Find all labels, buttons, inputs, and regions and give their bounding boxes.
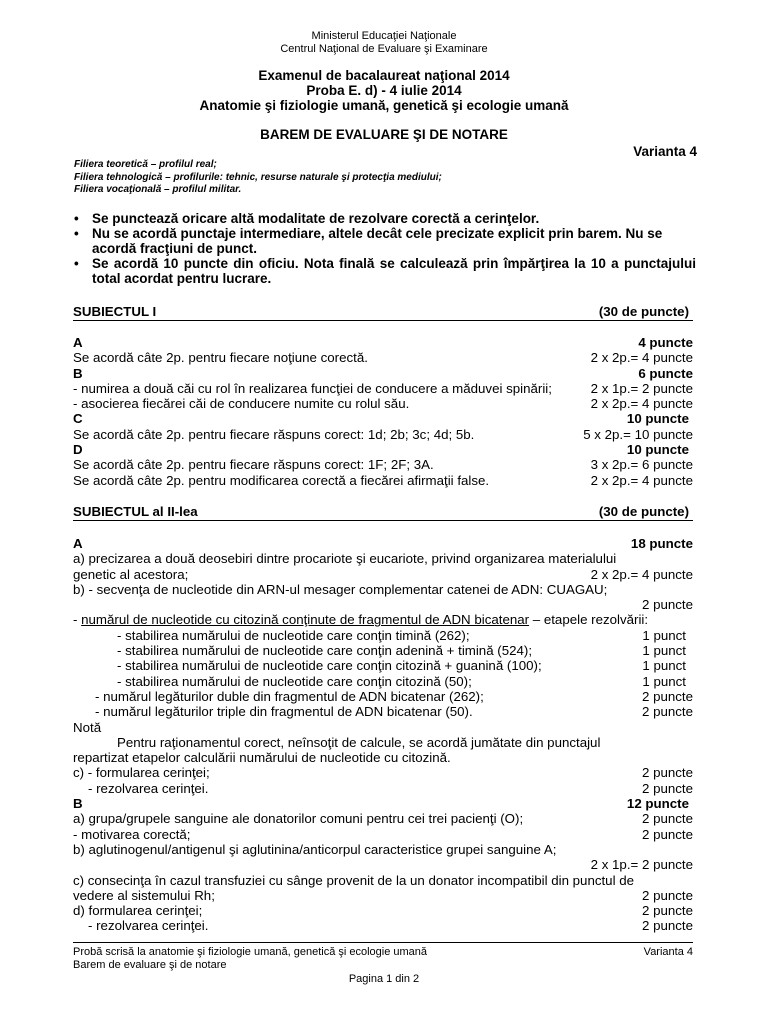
points-value: 2 puncte <box>641 811 693 827</box>
points-value: 4 puncte <box>638 335 693 350</box>
criterion-text: - asocierea fiecărei căi de conducere numite cu rolul său. <box>73 396 410 412</box>
criterion-row <box>73 582 693 597</box>
points-value: 2 x 2p.= 4 puncte <box>590 566 693 582</box>
criterion-row <box>73 643 693 658</box>
criterion-row <box>73 381 693 396</box>
points-value: 2 x 2p.= 4 puncte <box>590 472 693 488</box>
note-text <box>73 735 693 750</box>
criterion-text: - stabilirea numărului de nucleotide care conţin citozină (50); <box>117 673 472 689</box>
section-2-title: SUBIECTUL al II-lea <box>73 504 198 519</box>
filiere-list <box>74 159 442 197</box>
filiera-item: Filiera teoretică – profilul real; <box>74 159 217 170</box>
points-value: 12 puncte <box>626 796 689 812</box>
criterion-text: A <box>73 335 83 350</box>
criterion-row <box>73 811 693 826</box>
criterion-text: d) formularea cerinţei; <box>73 903 203 919</box>
points-value: 2 x 1p.= 2 puncte <box>590 380 693 396</box>
criterion-text: B <box>73 365 83 381</box>
item-B <box>73 366 693 381</box>
criterion-text: b) - secvenţa de nucleotide din ARN-ul mesager complementar catenei de ADN: CUAGAU; <box>73 581 608 597</box>
criterion-text: numărul de nucleotide cu citozină conţinute de fragmentul de ADN bicatenar <box>81 612 530 628</box>
note-text <box>73 750 693 765</box>
filiera-item: Filiera tehnologică – profilurile: tehnic, resurse naturale şi protecţia mediului; <box>74 171 442 183</box>
criterion-text: - numirea a două căi cu rol în realizarea funcţiei de conducere a măduvei spinării; <box>73 380 552 396</box>
criterion-text: - numărul legăturilor duble din fragmentul de ADN bicatenar (262); <box>95 688 484 704</box>
points-value: 5 x 2p.= 10 puncte <box>583 426 693 442</box>
criterion-text: – etapele rezolvării: <box>529 612 649 628</box>
criterion-row <box>73 674 693 689</box>
header <box>0 30 768 56</box>
instruction-item: • Nu se acordă punctaje intermediare, altele decât cele precizate explicit prin barem. Nu se acordă fracţiuni de punct. <box>74 226 663 256</box>
instructions-list <box>74 211 696 286</box>
criterion-row <box>73 827 693 842</box>
item-C <box>73 411 693 426</box>
criterion-row <box>73 765 693 780</box>
criterion-text: B <box>73 796 83 812</box>
center-name: Centrul Naţional de Evaluare şi Examinare <box>280 43 488 55</box>
section-1 <box>73 304 693 488</box>
criterion-row <box>73 551 693 566</box>
points-value: 2 puncte <box>641 918 693 934</box>
criterion-row <box>73 842 693 857</box>
criterion-text: b) aglutinogenul/antigenul şi aglutinina/anticorpul caracteristice grupei sanguine A; <box>73 841 557 857</box>
page-number: Pagina 1 din 2 <box>348 973 420 985</box>
points-value: 2 x 1p.= 2 puncte <box>590 857 693 873</box>
bullet-icon: • <box>74 256 79 271</box>
points-value: 3 x 2p.= 6 puncte <box>590 457 693 473</box>
item-A <box>73 335 693 350</box>
criterion-text: c) - formularea cerinţei; <box>73 765 210 781</box>
criterion-row <box>73 857 693 872</box>
footer-divider <box>73 942 693 943</box>
instruction-item: • Se punctează oricare altă modalitate de rezolvare corectă a cerinţelor. <box>74 211 540 226</box>
criterion-text: - stabilirea numărului de nucleotide care conţin timină (262); <box>117 627 470 643</box>
points-value: 1 punct <box>642 673 686 689</box>
criterion-row <box>73 888 693 903</box>
points-value: 10 puncte <box>626 411 689 427</box>
criterion-row <box>73 658 693 673</box>
footer-barem: Barem de evaluare şi de notare <box>73 959 227 971</box>
item-D <box>73 442 693 457</box>
points-value: 2 puncte <box>641 688 693 704</box>
criterion-row <box>73 612 693 627</box>
section-1-header <box>73 304 693 321</box>
criterion-text: - motivarea corectă; <box>73 826 191 842</box>
criterion-text: Se acordă câte 2p. pentru fiecare răspuns corect: 1F; 2F; 3A. <box>73 457 434 473</box>
points-value: 18 puncte <box>630 536 693 551</box>
criterion-text: - stabilirea numărului de nucleotide care conţin adenină + timină (524); <box>117 643 533 659</box>
criterion-row <box>73 873 693 888</box>
points-value: 2 puncte <box>641 887 693 903</box>
points-value: 2 x 2p.= 4 puncte <box>590 396 693 412</box>
criterion-row <box>73 457 693 472</box>
exam-title-line3: Anatomie şi fiziologie umană, genetică şi ecologie umană <box>199 98 569 113</box>
barem-title: BAREM DE EVALUARE ŞI DE NOTARE <box>260 127 508 142</box>
points-value: 2 puncte <box>641 765 693 781</box>
instruction-item: • Se acordă 10 puncte din oficiu. Nota finală se calculează prin împărţirea la 10 a punctajului total acordat pentru lucrare. <box>74 256 696 286</box>
criterion-text: Notă <box>73 719 102 735</box>
points-value: 2 puncte <box>641 597 693 613</box>
criterion-row <box>73 628 693 643</box>
section-1-title: SUBIECTUL I <box>73 304 157 319</box>
section-1-points: (30 de puncte) <box>598 304 689 319</box>
criterion-row <box>73 689 693 704</box>
item-A <box>73 536 693 551</box>
criterion-row <box>73 597 693 612</box>
bullet-icon: • <box>74 226 79 241</box>
criterion-row <box>73 350 693 365</box>
points-value: 10 puncte <box>626 442 689 458</box>
section-2 <box>73 504 693 934</box>
bullet-icon: • <box>74 211 79 226</box>
criterion-text: C <box>73 411 83 427</box>
points-value: 1 punct <box>642 658 686 674</box>
criterion-text: a) precizarea a două deosebiri dintre procariote şi eucariote, privind organizarea materialului <box>73 551 617 567</box>
item-B <box>73 796 693 811</box>
points-value: 1 punct <box>642 643 686 659</box>
criterion-row <box>73 396 693 411</box>
points-value: 2 puncte <box>641 780 693 796</box>
criterion-text: Pentru raţionamentul corect, neînsoţit de calcule, se acordă jumătate din punctajul <box>117 734 601 750</box>
points-value: 2 puncte <box>641 903 693 919</box>
criterion-row <box>73 903 693 918</box>
ministry-name: Ministerul Educaţiei Naţionale <box>311 30 457 42</box>
criterion-text: Se acordă câte 2p. pentru modificarea corectă a fiecărei afirmaţii false. <box>73 472 490 488</box>
criterion-row <box>73 567 693 582</box>
footer-variant: Varianta 4 <box>643 946 693 958</box>
section-2-header <box>73 504 693 521</box>
criterion-text: - numărul legăturilor triple din fragmentul de ADN bicatenar (50). <box>95 704 473 720</box>
criterion-text: vedere al sistemului Rh; <box>73 887 215 903</box>
criterion-row <box>73 918 693 933</box>
criterion-text: - numărul de nucleotide cu citozină conţinute de fragmentul de ADN bicatenar – etapele rezolvării: <box>73 612 649 628</box>
points-value: 2 x 2p.= 4 puncte <box>590 350 693 366</box>
points-value: 6 puncte <box>638 365 693 381</box>
exam-title-line1: Examenul de bacalaureat naţional 2014 <box>258 68 510 83</box>
criterion-text: a) grupa/grupele sanguine ale donatorilor comuni pentru cei trei pacienţi (O); <box>73 811 524 827</box>
points-value: 2 puncte <box>641 826 693 842</box>
criterion-text: Se acordă câte 2p. pentru fiecare răspuns corect: 1d; 2b; 3c; 4d; 5b. <box>73 426 475 442</box>
variant-label: Varianta 4 <box>633 144 697 159</box>
criterion-row <box>73 704 693 719</box>
points-value: 2 puncte <box>641 704 693 720</box>
criterion-text: - stabilirea numărului de nucleotide care conţin citozină + guanină (100); <box>117 658 542 674</box>
criterion-text: Se acordă câte 2p. pentru fiecare noţiune corectă. <box>73 350 368 366</box>
points-value: 1 punct <box>642 627 686 643</box>
criterion-text: - rezolvarea cerinţei. <box>88 780 209 796</box>
criterion-row <box>73 427 693 442</box>
criterion-text: A <box>73 536 83 551</box>
exam-title <box>0 68 768 113</box>
criterion-text: D <box>73 442 83 458</box>
criterion-text: c) consecinţa în cazul transfuziei cu sânge provenit de la un donator incompatibil din punctul de <box>73 872 635 888</box>
exam-title-line2: Proba E. d) - 4 iulie 2014 <box>306 83 462 98</box>
criterion-text: repartizat etapelor calculării numărului de nucleotide cu citozină. <box>73 750 451 766</box>
note-label <box>73 720 693 735</box>
section-2-points: (30 de puncte) <box>598 504 689 519</box>
filiera-item: Filiera vocaţională – profilul militar. <box>74 184 242 195</box>
criterion-row <box>73 473 693 488</box>
criterion-text: - rezolvarea cerinţei. <box>88 918 209 934</box>
criterion-text: genetic al acestora; <box>73 566 189 582</box>
footer-exam: Probă scrisă la anatomie şi fiziologie umană, genetică şi ecologie umană <box>73 946 428 958</box>
criterion-row <box>73 781 693 796</box>
